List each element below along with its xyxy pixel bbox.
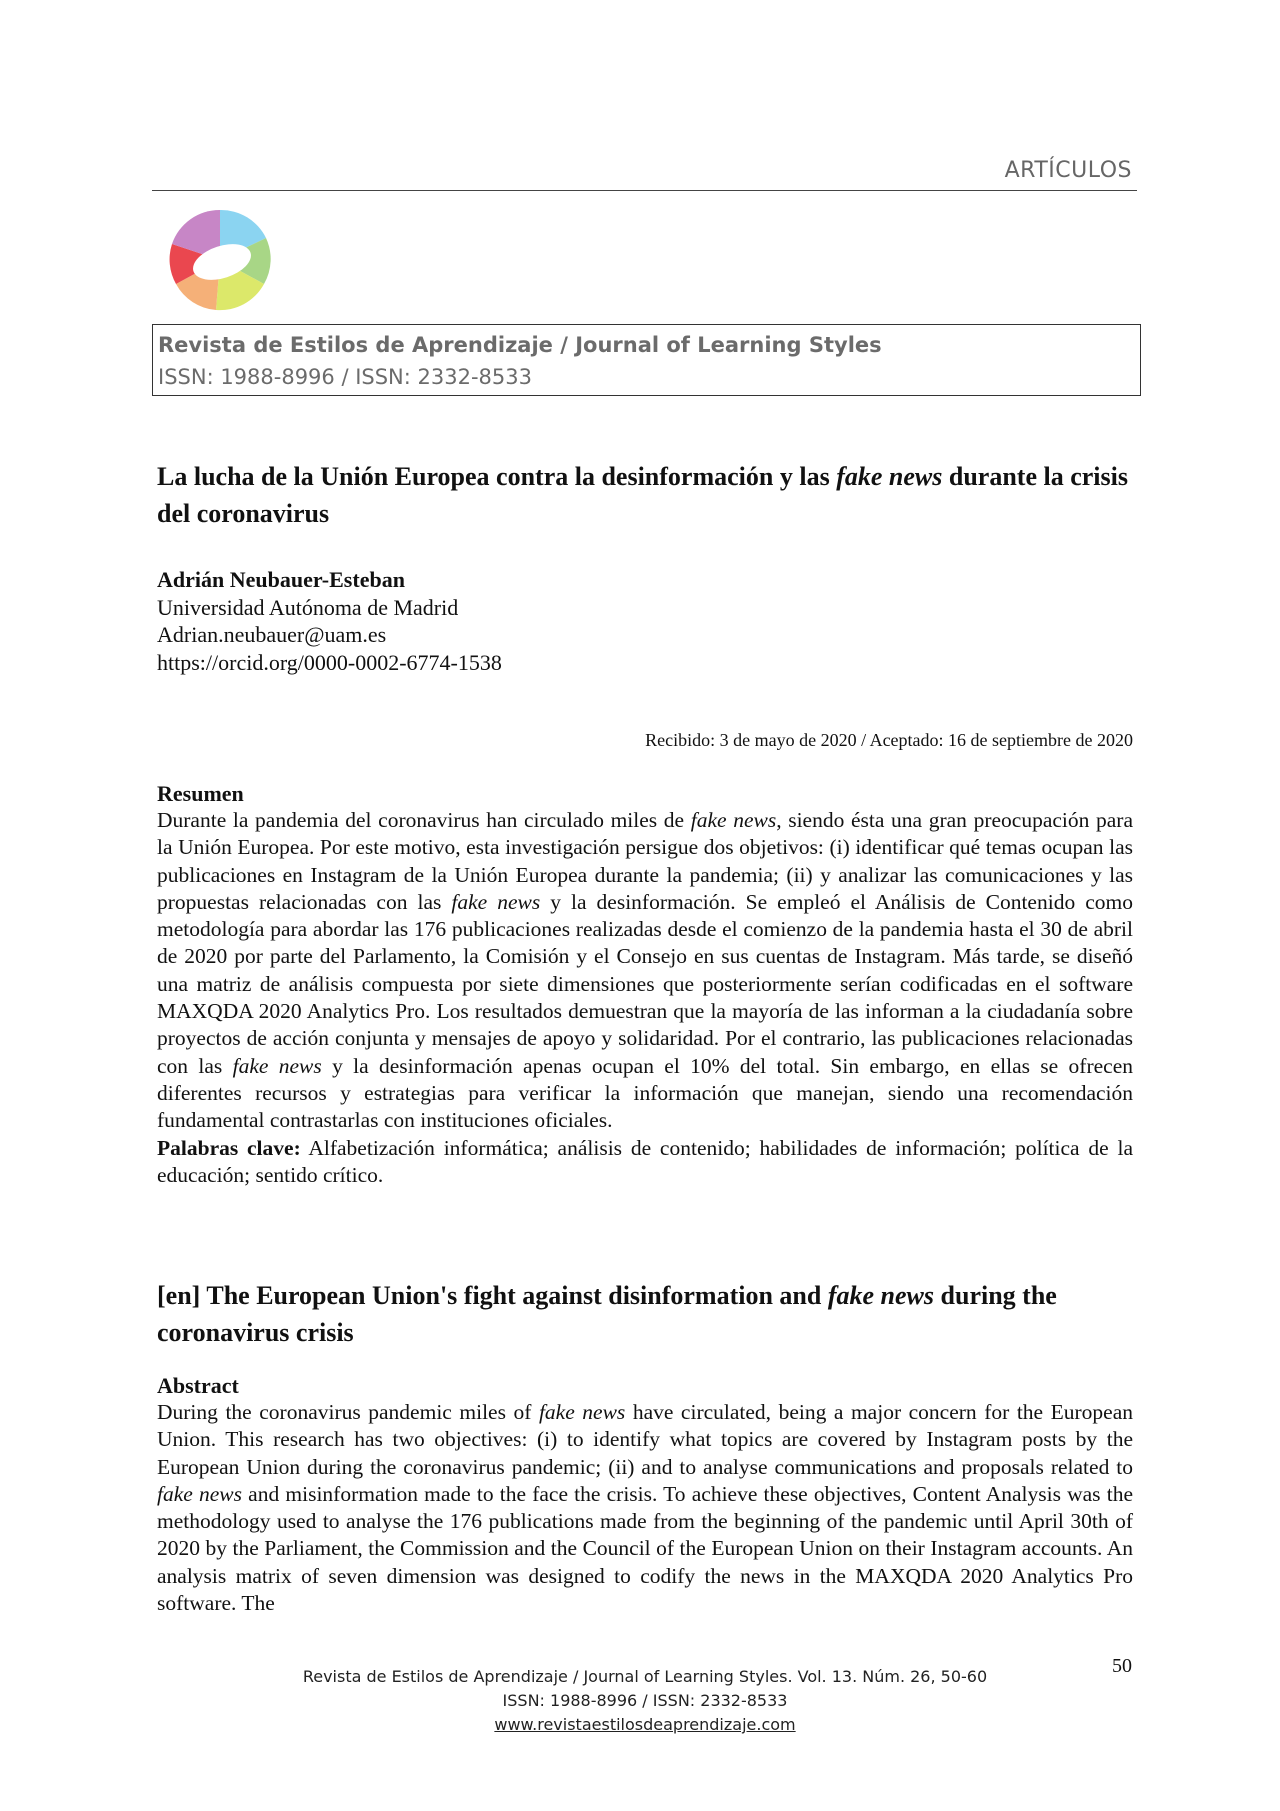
resumen-text <box>157 807 1133 1135</box>
title-es-part1: La lucha de la Unión Europea contra la desinformación y las <box>157 462 837 491</box>
resumen-heading: Resumen <box>157 781 244 806</box>
journal-name: Revista de Estilos de Aprendizaje / Journal of Learning Styles <box>158 333 882 357</box>
author-affiliation: Universidad Autónoma de Madrid <box>157 594 459 620</box>
journal-info-box <box>152 324 1141 396</box>
abstract-italic-1: fake news <box>538 1400 626 1424</box>
author-name: Adrián Neubauer-Esteban <box>157 567 405 592</box>
abstract-text-3: and misinformation made to the face the crisis. To achieve these objectives, Content Analysis was the methodology used to analyse the 176 publications made from the beginning of the pandemic until April 30th of 2020 by the Parliament, the Commission and the Council of the European Union on their Instagram accounts. An analysis matrix of seven dimension was designed to codify the news in the MAXQDA 2020 Analytics Pro software. The <box>157 1481 1133 1616</box>
abstract-section <box>157 1372 1133 1617</box>
section-label: ARTÍCULOS <box>1004 158 1132 183</box>
resumen-italic-2: fake news <box>451 889 541 914</box>
spanish-title <box>157 458 1133 532</box>
page-number: 50 <box>1112 1655 1132 1677</box>
resumen-section <box>157 780 1133 1189</box>
keywords-label: Palabras clave: <box>157 1135 301 1160</box>
footer-issn: ISSN: 1988-8996 / ISSN: 2332-8533 <box>502 1691 788 1710</box>
title-es-part2: durante la crisis del coronavirus <box>157 462 1128 528</box>
abstract-text-1: During the coronavirus pandemic miles of <box>157 1400 539 1424</box>
title-en-italic: fake news <box>827 1281 935 1310</box>
received-accepted-dates: Recibido: 3 de mayo de 2020 / Aceptado: 16 de septiembre de 2020 <box>645 730 1133 750</box>
english-title <box>157 1277 1133 1351</box>
header-rule <box>152 190 1137 191</box>
footer-url-link[interactable]: www.revistaestilosdeaprendizaje.com <box>494 1715 796 1734</box>
journal-logo <box>166 208 274 312</box>
resumen-italic-3: fake news <box>232 1053 322 1078</box>
page-footer <box>0 1665 1280 1737</box>
author-email: Adrian.neubauer@uam.es <box>157 622 387 647</box>
resumen-text-4: y la desinformación apenas ocupan el 10% del total. Sin embargo, en ellas se ofrecen diferentes recursos y estrategias para verificar la información que manejan, siendo una recomendación fundamental contrastarlas con instituciones oficiales. <box>157 1053 1133 1133</box>
abstract-heading: Abstract <box>157 1373 239 1398</box>
keywords-values: Alfabetización informática; análisis de contenido; habilidades de información; política de la educación; sentido crítico. <box>157 1135 1133 1187</box>
author-block <box>157 566 1133 676</box>
author-orcid: https://orcid.org/0000-0002-6774-1538 <box>157 649 502 675</box>
title-en-part1: [en] The European Union's fight against disinformation and <box>157 1281 828 1310</box>
resumen-italic-1: fake news <box>690 808 777 832</box>
footer-citation: Revista de Estilos de Aprendizaje / Journal of Learning Styles. Vol. 13. Núm. 26, 50-60 <box>302 1667 988 1686</box>
resumen-text-2: , siendo ésta una gran preocupación para la Unión Europea. Por este motivo, esta investigación persigue dos objetivos: (i) identificar qué temas ocupan las publicaciones en Instagram de la Unión Europea durante la pandemia; (ii) y analizar las comunicaciones y las propuestas relacionadas con las <box>157 808 1134 914</box>
title-en-part2: during the coronavirus crisis <box>157 1281 1057 1347</box>
title-es-italic: fake news <box>836 462 943 491</box>
keywords-es <box>157 1135 1133 1190</box>
abstract-text <box>157 1399 1133 1617</box>
abstract-italic-2: fake news <box>157 1481 242 1506</box>
resumen-text-1: Durante la pandemia del coronavirus han circulado miles de <box>157 808 691 832</box>
abstract-text-2: have circulated, being a major concern for the European Union. This research has two objectives: (i) to identify what topics are covered by Instagram posts by the European Union during the coronavirus pandemic; (ii) and to analyse communications and proposals related to <box>157 1400 1133 1479</box>
resumen-text-3: y la desinformación. Se empleó el Análisis de Contenido como metodología para abordar las 176 publicaciones realizadas desde el comienzo de la pandemia hasta el 30 de abril de 2020 por parte del Parlamento, la Comisión y el Consejo en sus cuentas de Instagram. Más tarde, se diseñó una matriz de análisis compuesta por siete dimensiones que posteriormente serían codificadas en el software MAXQDA 2020 Analytics Pro. Los resultados demuestran que la mayoría de las informan a la ciudadanía sobre proyectos de acción conjunta y mensajes de apoyo y solidaridad. Por el contrario, las publicaciones relacionadas con las <box>157 889 1133 1078</box>
journal-issn: ISSN: 1988-8996 / ISSN: 2332-8533 <box>158 365 532 389</box>
